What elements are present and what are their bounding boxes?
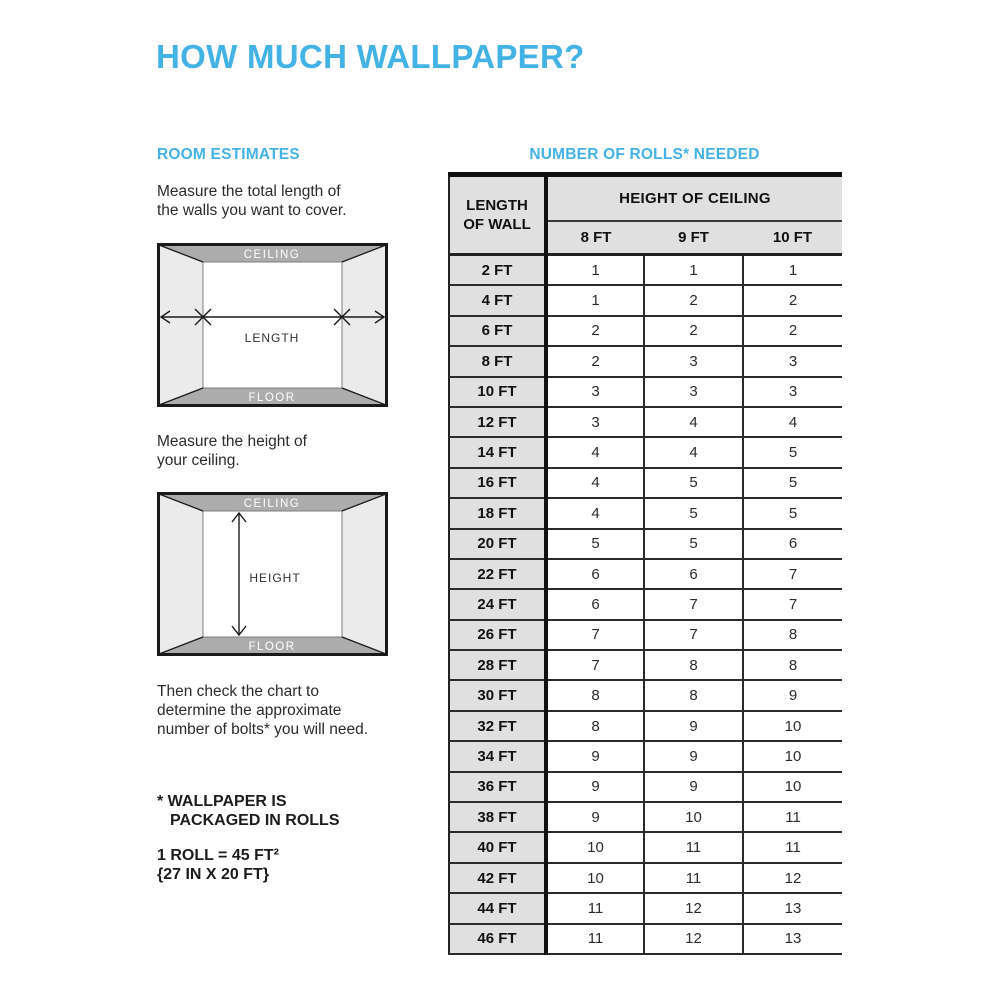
height-label: HEIGHT — [249, 571, 301, 585]
rolls-count-cell: 4 — [644, 437, 743, 467]
rolls-count-cell: 8 — [644, 650, 743, 680]
instruction-step-2 — [157, 432, 307, 470]
rolls-count-cell: 10 — [743, 741, 842, 771]
rolls-count-cell: 5 — [743, 498, 842, 528]
rolls-count-cell: 4 — [546, 437, 644, 467]
table-row — [449, 559, 842, 589]
rolls-count-cell: 3 — [743, 377, 842, 407]
rolls-count-cell: 1 — [644, 255, 743, 286]
table-row — [449, 741, 842, 771]
rolls-count-cell: 2 — [743, 316, 842, 346]
rolls-count-cell: 5 — [743, 437, 842, 467]
floor-label: FLOOR — [248, 641, 296, 653]
table-row — [449, 924, 842, 954]
rolls-count-cell: 4 — [743, 407, 842, 437]
wall-length-cell: 2 FT — [449, 255, 546, 286]
rolls-count-cell: 8 — [644, 680, 743, 710]
rolls-count-cell: 4 — [546, 468, 644, 498]
wall-length-cell: 38 FT — [449, 802, 546, 832]
length-label: LENGTH — [244, 331, 300, 345]
rolls-count-cell: 11 — [644, 863, 743, 893]
floor-label: FLOOR — [248, 392, 296, 404]
rolls-count-cell: 11 — [644, 832, 743, 862]
rolls-count-cell: 5 — [644, 468, 743, 498]
table-row — [449, 772, 842, 802]
text-line: determine the approximate — [157, 702, 342, 719]
roll-dimensions-line: {27 IN X 20 FT} — [157, 866, 270, 883]
wall-length-cell: 44 FT — [449, 893, 546, 923]
wall-length-cell: 8 FT — [449, 346, 546, 376]
wall-length-cell: 12 FT — [449, 407, 546, 437]
rolls-count-cell: 8 — [546, 680, 644, 710]
table-row — [449, 802, 842, 832]
rolls-count-cell: 9 — [546, 741, 644, 771]
wall-length-cell: 6 FT — [449, 316, 546, 346]
rolls-count-cell: 12 — [743, 863, 842, 893]
room-length-diagram — [157, 243, 388, 407]
wall-length-cell: 46 FT — [449, 924, 546, 954]
rolls-count-cell: 10 — [644, 802, 743, 832]
rolls-count-cell: 3 — [546, 407, 644, 437]
length-of-wall-header — [449, 175, 546, 255]
rolls-count-cell: 1 — [546, 255, 644, 286]
wall-length-cell: 22 FT — [449, 559, 546, 589]
rolls-count-cell: 2 — [644, 316, 743, 346]
rolls-count-cell: 2 — [546, 316, 644, 346]
text-line: * WALLPAPER IS — [157, 793, 287, 810]
rolls-count-cell: 9 — [644, 741, 743, 771]
rolls-count-cell: 11 — [743, 832, 842, 862]
rolls-count-cell: 1 — [546, 285, 644, 315]
rolls-count-cell: 11 — [743, 802, 842, 832]
wall-length-cell: 42 FT — [449, 863, 546, 893]
wall-length-cell: 32 FT — [449, 711, 546, 741]
table-row — [449, 377, 842, 407]
wall-length-cell: 24 FT — [449, 589, 546, 619]
left-wall-face — [159, 494, 203, 654]
table-row — [449, 893, 842, 923]
rolls-count-cell: 7 — [743, 559, 842, 589]
table-row — [449, 346, 842, 376]
rolls-count-cell: 5 — [743, 468, 842, 498]
rolls-count-cell: 13 — [743, 893, 842, 923]
rolls-count-cell: 2 — [743, 285, 842, 315]
roll-area-line: 1 ROLL = 45 FT² — [157, 847, 279, 864]
table-row — [449, 285, 842, 315]
room-estimates-title: ROOM ESTIMATES — [157, 146, 300, 163]
page-title: HOW MUCH WALLPAPER? — [156, 38, 585, 75]
rolls-count-cell: 9 — [644, 772, 743, 802]
rolls-count-cell: 9 — [644, 711, 743, 741]
rolls-count-cell: 9 — [743, 680, 842, 710]
wall-length-cell: 4 FT — [449, 285, 546, 315]
text-line: Then check the chart to — [157, 683, 319, 700]
table-row — [449, 711, 842, 741]
rolls-count-cell: 12 — [644, 893, 743, 923]
header-line: OF WALL — [463, 216, 531, 233]
rolls-count-cell: 5 — [546, 529, 644, 559]
wall-length-cell: 30 FT — [449, 680, 546, 710]
rolls-count-cell: 7 — [546, 650, 644, 680]
rolls-count-cell: 11 — [546, 893, 644, 923]
rolls-count-cell: 5 — [644, 529, 743, 559]
text-line: Measure the height of — [157, 433, 307, 450]
rolls-count-cell: 7 — [546, 620, 644, 650]
rolls-count-cell: 4 — [546, 498, 644, 528]
wall-length-cell: 18 FT — [449, 498, 546, 528]
wall-length-cell: 20 FT — [449, 529, 546, 559]
rolls-count-cell: 12 — [644, 924, 743, 954]
rolls-count-cell: 6 — [546, 559, 644, 589]
rolls-count-cell: 6 — [743, 529, 842, 559]
rolls-needed-table — [448, 172, 842, 955]
wall-length-cell: 16 FT — [449, 468, 546, 498]
rolls-count-cell: 1 — [743, 255, 842, 286]
wall-length-cell: 28 FT — [449, 650, 546, 680]
rolls-count-cell: 7 — [743, 589, 842, 619]
table-header-row-1 — [449, 175, 842, 222]
wall-length-cell: 14 FT — [449, 437, 546, 467]
table-row — [449, 255, 842, 286]
rolls-count-cell: 8 — [546, 711, 644, 741]
rolls-count-cell: 13 — [743, 924, 842, 954]
rolls-count-cell: 10 — [743, 772, 842, 802]
rolls-count-cell: 8 — [743, 650, 842, 680]
rolls-count-cell: 9 — [546, 772, 644, 802]
rolls-count-cell: 10 — [546, 863, 644, 893]
ceiling-label: CEILING — [243, 498, 301, 510]
text-line: the walls you want to cover. — [157, 202, 347, 219]
rolls-count-cell: 7 — [644, 620, 743, 650]
rolls-count-cell: 3 — [644, 377, 743, 407]
table-row — [449, 498, 842, 528]
room-height-diagram — [157, 492, 388, 656]
wall-length-cell: 10 FT — [449, 377, 546, 407]
text-line: number of bolts* you will need. — [157, 721, 369, 738]
rolls-count-cell: 11 — [546, 924, 644, 954]
rolls-count-cell: 6 — [644, 559, 743, 589]
rolls-count-cell: 3 — [644, 346, 743, 376]
roll-size-info — [157, 846, 279, 884]
rolls-count-cell: 3 — [743, 346, 842, 376]
rolls-count-cell: 2 — [644, 285, 743, 315]
table-row — [449, 680, 842, 710]
left-wall-face — [159, 245, 203, 405]
ceiling-label: CEILING — [243, 249, 301, 261]
wall-length-cell: 34 FT — [449, 741, 546, 771]
rolls-count-cell: 9 — [546, 802, 644, 832]
height-of-ceiling-header: HEIGHT OF CEILING — [546, 175, 842, 222]
wall-length-cell: 26 FT — [449, 620, 546, 650]
rolls-count-cell: 8 — [743, 620, 842, 650]
header-line: LENGTH — [466, 197, 528, 214]
instruction-step-3 — [157, 682, 368, 739]
wallpaper-rolls-footnote — [157, 792, 339, 830]
table-row — [449, 863, 842, 893]
rolls-needed-title: NUMBER OF ROLLS* NEEDED — [529, 146, 760, 163]
rolls-count-cell: 5 — [644, 498, 743, 528]
rolls-count-cell: 4 — [644, 407, 743, 437]
right-wall-face — [342, 245, 386, 405]
table-row — [449, 529, 842, 559]
text-line: PACKAGED IN ROLLS — [170, 812, 340, 829]
right-wall-face — [342, 494, 386, 654]
rolls-count-cell: 3 — [546, 377, 644, 407]
rolls-count-cell: 10 — [546, 832, 644, 862]
back-wall-face — [203, 262, 342, 388]
wall-length-cell: 40 FT — [449, 832, 546, 862]
table-row — [449, 437, 842, 467]
column-header-10ft: 10 FT — [743, 221, 842, 255]
rolls-count-cell: 10 — [743, 711, 842, 741]
table-row — [449, 468, 842, 498]
column-header-9ft: 9 FT — [644, 221, 743, 255]
column-header-8ft: 8 FT — [546, 221, 644, 255]
table-row — [449, 650, 842, 680]
text-line: Measure the total length of — [157, 183, 341, 200]
table-row — [449, 407, 842, 437]
table-body — [449, 255, 842, 954]
table-row — [449, 589, 842, 619]
wall-length-cell: 36 FT — [449, 772, 546, 802]
rolls-count-cell: 7 — [644, 589, 743, 619]
text-line: your ceiling. — [157, 452, 240, 469]
rolls-count-cell: 6 — [546, 589, 644, 619]
rolls-count-cell: 2 — [546, 346, 644, 376]
table-row — [449, 832, 842, 862]
table-row — [449, 620, 842, 650]
instruction-step-1 — [157, 182, 347, 220]
table-row — [449, 316, 842, 346]
